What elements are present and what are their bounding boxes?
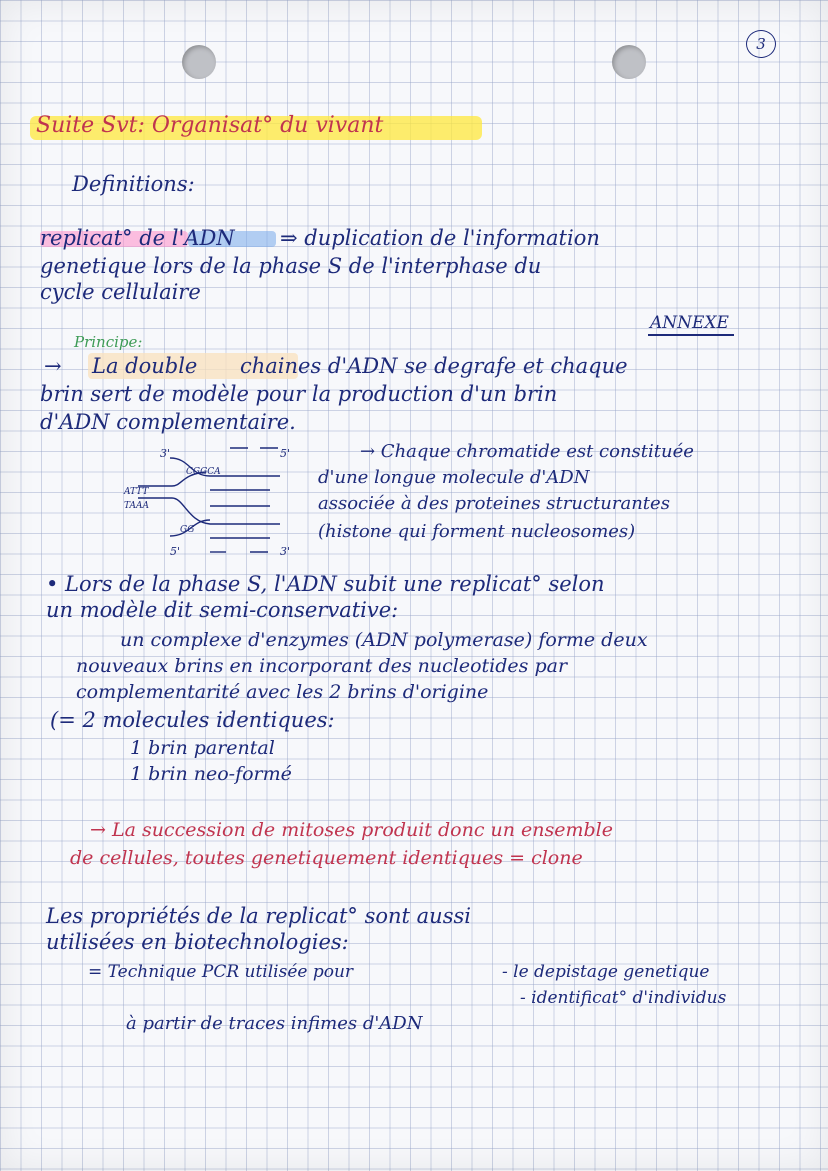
page-number: 3 [746,30,776,58]
principe-label: Principe: [74,333,143,351]
principe-line1a: La double [92,354,198,378]
proprietes-line1: Les propriétés de la replicat° sont aussi [46,904,471,928]
phase-s-line2: un modèle dit semi-conservative: [46,598,399,622]
proprietes-line5: à partir de traces infimes d'ADN [126,1013,423,1034]
chromatide-line2: d'une longue molecule d'ADN [318,467,590,488]
diagram-seq-left-bottom: TAAA [124,501,150,511]
definition-line3: cycle cellulaire [40,280,201,304]
principe-line2: brin sert de modèle pour la production d'un brin [40,382,558,406]
definition-line2: genetique lors de la phase S de l'interphase du [40,254,542,278]
definition-term: replicat° de l'ADN [40,226,235,250]
proprietes-line2: utilisées en biotechnologies: [46,930,349,954]
chromatide-line1: → Chaque chromatide est constituée [360,441,694,462]
phase-s-line1: • Lors de la phase S, l'ADN subit une replicat° selon [46,572,605,596]
phase-s-line4: nouveaux brins en incorporant des nucleotides par [76,655,568,677]
proprietes-line3b: - le depistage genetique [502,962,710,982]
mitoses-line2: de cellules, toutes genetiquement identiques = clone [70,847,583,869]
proprietes-line3a: = Technique PCR utilisée pour [88,962,354,982]
diagram-seq-top: CGGCA [186,467,221,477]
principe-arrow: → [44,354,62,378]
binder-hole-right [612,45,646,79]
diagram-label-top-left: 3' [160,447,171,460]
phase-s-line5: complementarité avec les 2 brins d'origine [76,681,489,703]
phase-s-line8: 1 brin neo-formé [130,763,292,785]
phase-s-line6: (= 2 molecules identiques: [50,708,335,732]
annexe-label: ANNEXE [650,313,729,333]
diagram-seq-left-top: ATTT [124,487,149,497]
phase-s-line7: 1 brin parental [130,737,275,759]
principe-line3: d'ADN complementaire. [40,410,296,434]
chromatide-line3: associée à des proteines structurantes [318,493,670,514]
diagram-label-top-right: 5' [280,447,291,460]
proprietes-line4: - identificat° d'individus [520,988,727,1008]
annexe-underline [648,334,734,336]
binder-hole-left [182,45,216,79]
page-title: Suite Svt: Organisat° du vivant [36,113,384,138]
definition-line1: ⇒ duplication de l'information [280,226,600,250]
diagram-label-bottom-left: 5' [170,545,181,558]
definitions-label: Definitions: [72,172,195,196]
mitoses-line1: → La succession de mitoses produit donc un ensemble [90,819,613,841]
diagram-seq-bottom: GG [180,525,195,535]
phase-s-line3: un complexe d'enzymes (ADN polymerase) forme deux [120,629,648,651]
diagram-label-bottom-right: 3' [280,545,291,558]
principe-line1b: chaines d'ADN se degrafe et chaque [240,354,628,378]
chromatide-line4: (histone qui forment nucleosomes) [318,521,636,542]
